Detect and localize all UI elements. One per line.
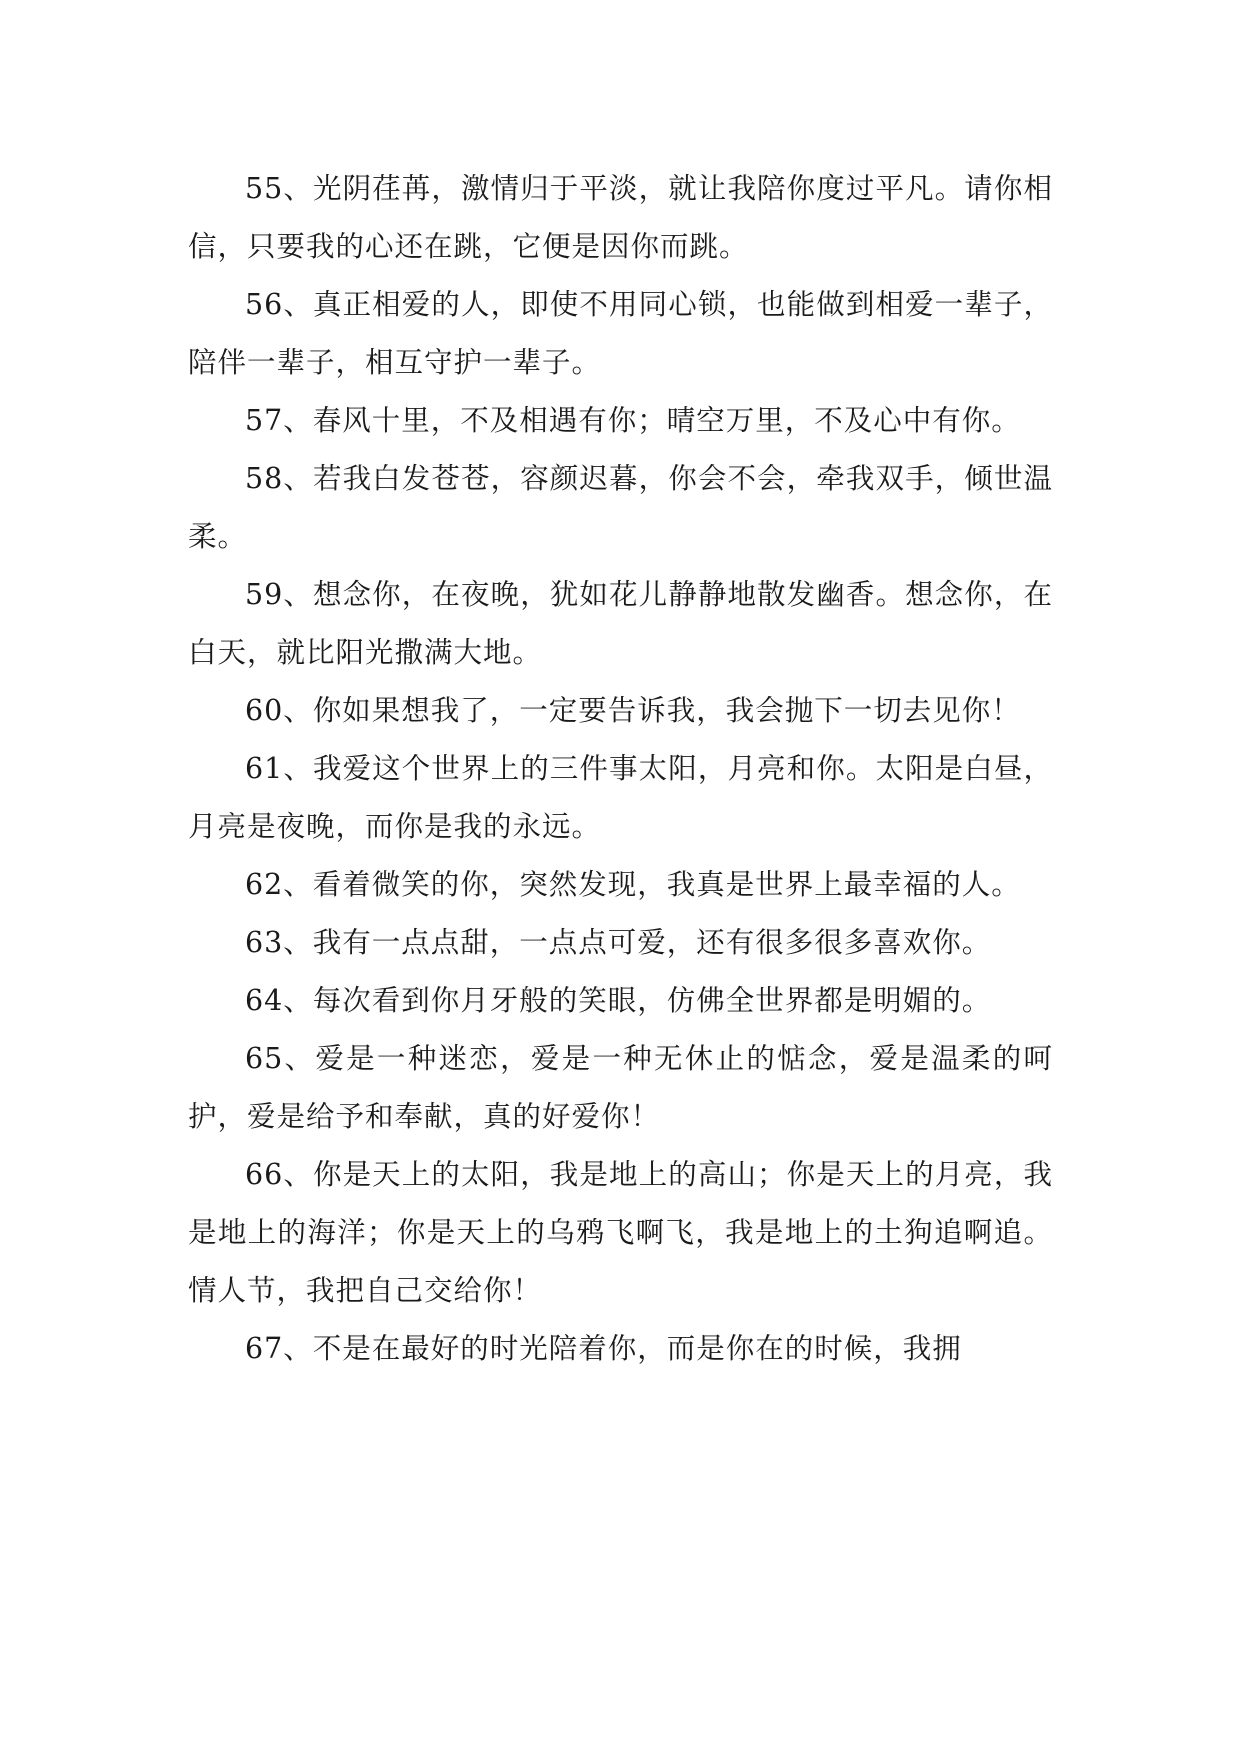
paragraph-67: 67、不是在最好的时光陪着你，而是你在的时候，我拥 bbox=[245, 1332, 962, 1365]
paragraph-65: 65、爱是一种迷恋，爱是一种无休止的惦念，爱是温柔的呵护，爱是给予和奉献，真的好爱你！ bbox=[188, 1042, 1053, 1133]
document-body bbox=[188, 160, 1053, 1378]
paragraph-58: 58、若我白发苍苍，容颜迟暮，你会不会，牵我双手，倾世温柔。 bbox=[188, 462, 1053, 553]
paragraph-59: 59、想念你，在夜晚，犹如花儿静静地散发幽香。想念你，在白天，就比阳光撒满大地。 bbox=[188, 578, 1053, 669]
paragraph-62: 62、看着微笑的你，突然发现，我真是世界上最幸福的人。 bbox=[245, 868, 1021, 901]
paragraph-56: 56、真正相爱的人，即使不用同心锁，也能做到相爱一辈子，陪伴一辈子，相互守护一辈子。 bbox=[188, 288, 1053, 379]
paragraph-61: 61、我爱这个世界上的三件事太阳，月亮和你。太阳是白昼，月亮是夜晚，而你是我的永远。 bbox=[188, 752, 1053, 843]
paragraph-66: 66、你是天上的太阳，我是地上的高山；你是天上的月亮，我是地上的海洋；你是天上的乌鸦飞啊飞，我是地上的土狗追啊追。情人节，我把自己交给你！ bbox=[188, 1158, 1053, 1307]
paragraph-55: 55、光阴荏苒，激情归于平淡，就让我陪你度过平凡。请你相信，只要我的心还在跳，它便是因你而跳。 bbox=[188, 172, 1053, 263]
paragraph-60: 60、你如果想我了，一定要告诉我，我会抛下一切去见你！ bbox=[245, 694, 1021, 727]
paragraph-64: 64、每次看到你月牙般的笑眼，仿佛全世界都是明媚的。 bbox=[245, 984, 992, 1017]
paragraph-63: 63、我有一点点甜，一点点可爱，还有很多很多喜欢你。 bbox=[245, 926, 992, 959]
paragraph-57: 57、春风十里，不及相遇有你；晴空万里，不及心中有你。 bbox=[245, 404, 1021, 437]
